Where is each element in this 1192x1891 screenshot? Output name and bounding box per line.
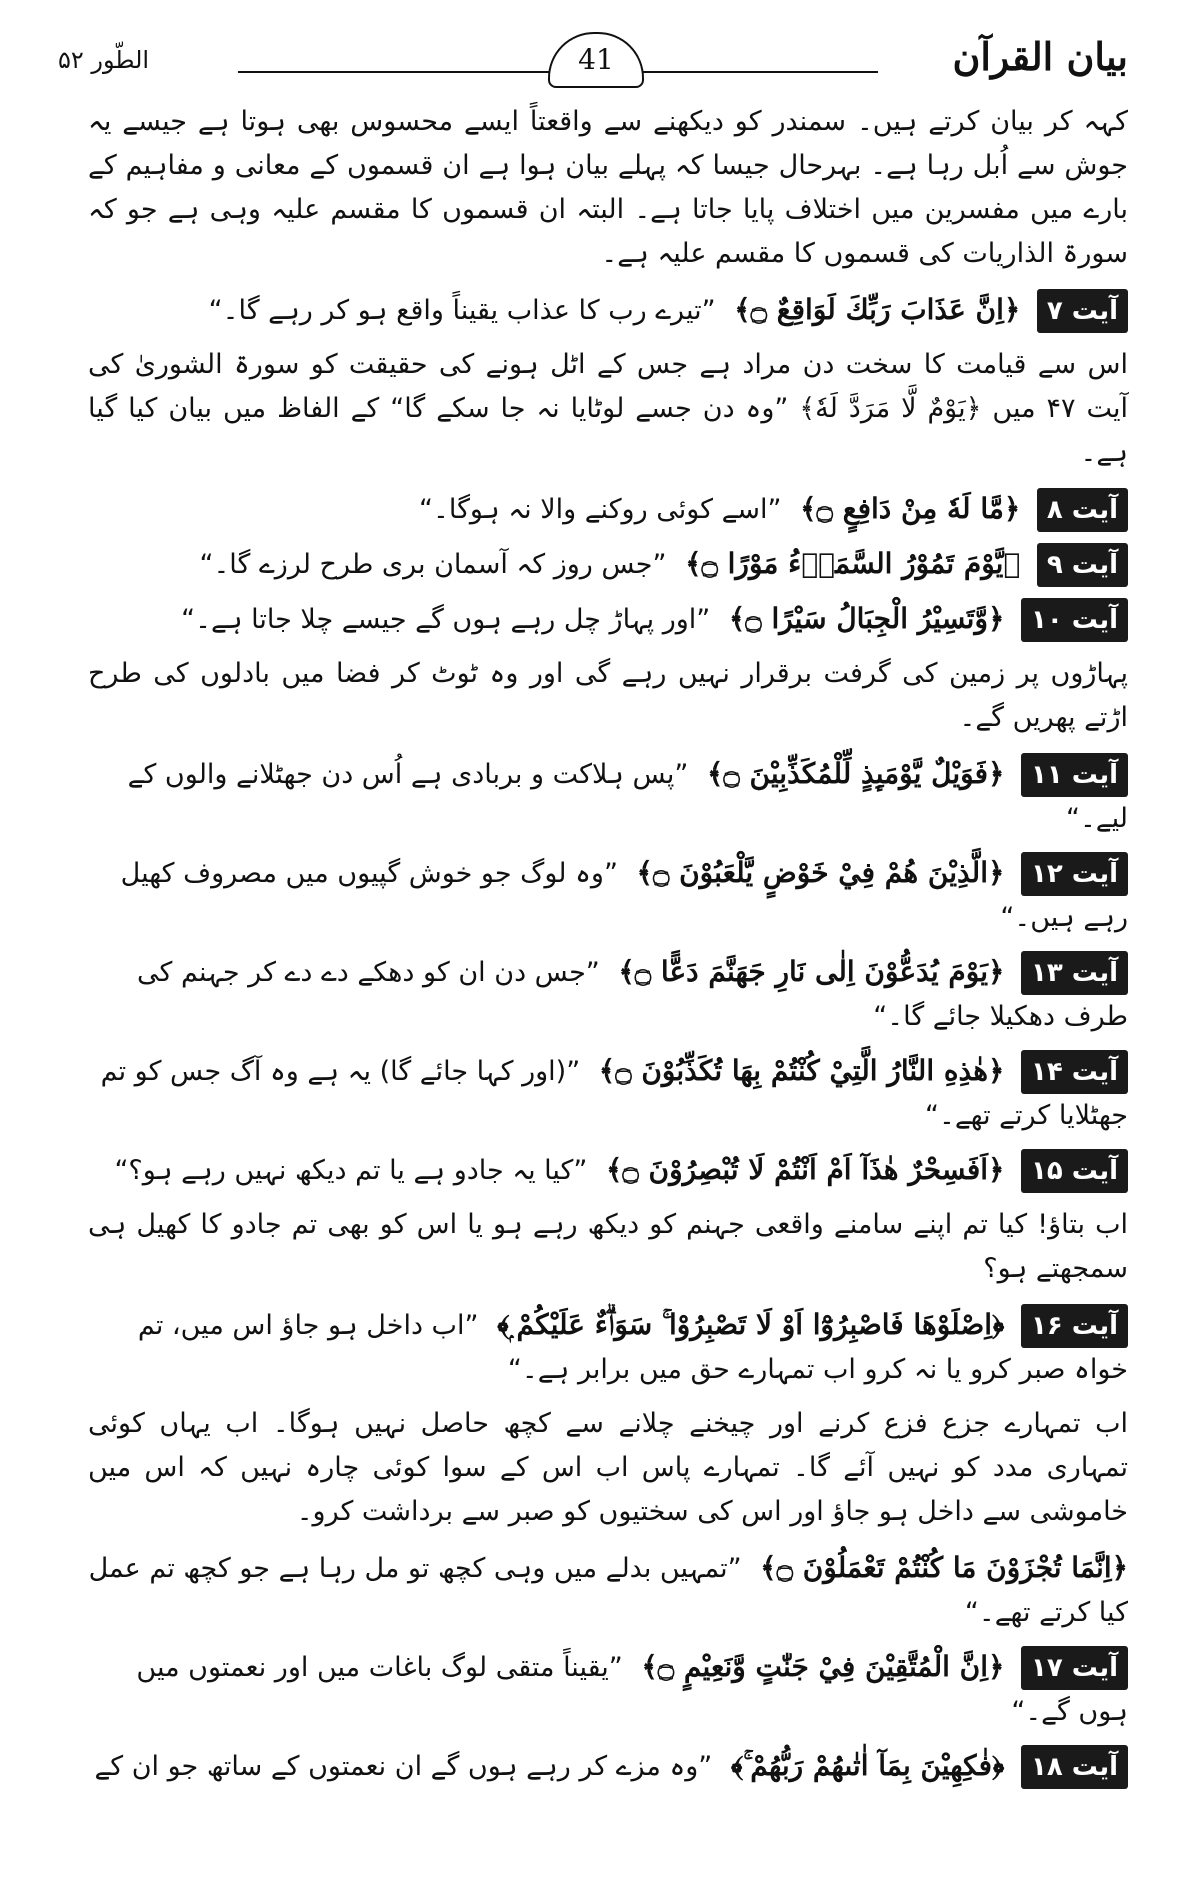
ayah-translation: ”وہ لوگ جو خوش گپیوں میں مصروف کھیل رہے ہیں۔“	[120, 858, 1128, 933]
ayah-translation: ”(اور کہا جائے گا) یہ ہے وہ آگ جس کو تم جھٹلایا کرتے تھے۔“	[100, 1056, 1128, 1131]
ayah-tag: آیت ۱۴	[1021, 1050, 1128, 1094]
ayah-9	[88, 542, 1128, 587]
commentary-paragraph: اس سے قیامت کا سخت دن مراد ہے جس کے اٹل ہونے کی حقیقت کو سورۃ الشوریٰ کی آیت ۴۷ میں ﴿يَوْمٌ لَّا مَرَدَّ لَهٗ﴾ ”وہ دن جسے لوٹایا نہ جا سکے گا“ کے الفاظ میں بیان کیا گیا ہے۔	[88, 349, 1128, 468]
page-header	[58, 30, 1128, 90]
ayah-arabic: ﴿مَّا لَهٗ مِنْ دَافِعٍ ۝﴾	[800, 492, 1021, 525]
page-number: 41	[548, 32, 644, 88]
ayah-translation: ”پس ہلاکت و بربادی ہے اُس دن جھٹلانے والوں کے لیے۔“	[127, 759, 1128, 834]
ayah-translation: ”کیا یہ جادو ہے یا تم دیکھ نہیں رہے ہو؟“	[114, 1155, 588, 1186]
ayah-14	[88, 1049, 1128, 1138]
ayah-tag: آیت ۱۱	[1021, 753, 1128, 797]
ayah-arabic: ﴿يَوْمَ يُدَعُّوْنَ اِلٰى نَارِ جَهَنَّمَ دَعًّا ۝﴾	[618, 955, 1005, 988]
ayah-tag: آیت ۱۰	[1021, 598, 1128, 642]
ayah-15	[88, 1148, 1128, 1193]
ayah-arabic: ﴿اِنَّمَا تُجْزَوْنَ مَا كُنْتُمْ تَعْمَلُوْنَ ۝﴾	[760, 1551, 1128, 1584]
ayah-7	[88, 288, 1128, 333]
ayah-12	[88, 851, 1128, 940]
ayah-arabic: ﴿هٰذِهِ النَّارُ الَّتِيْ كُنْتُمْ بِهَا تُكَذِّبُوْنَ ۝﴾	[598, 1054, 1005, 1087]
ayah-tag: آیت ۸	[1037, 488, 1128, 532]
ayah-tag: آیت ۱۲	[1021, 852, 1128, 896]
ayah-translation: ”یقیناً متقی لوگ باغات میں اور نعمتوں میں ہوں گے۔“	[136, 1652, 1128, 1727]
intro-paragraph: کہہ کر بیان کرتے ہیں۔ سمندر کو دیکھنے سے واقعتاً ایسے محسوس بھی ہوتا ہے جیسے یہ جوش سے اُبل رہا ہے۔ بہرحال جیسا کہ پہلے بیان ہوا ہے ان قسموں کے معانی و مفاہیم کے بارے میں مفسرین میں اختلاف پایا جاتا ہے۔ البتہ ان قسموں کا مقسم علیہ وہی ہے جو کہ سورۃ الذاریات کی قسموں کا مقسم علیہ ہے۔	[88, 106, 1128, 269]
ayah-11	[88, 752, 1128, 841]
ayah-arabic: ﴿اِنَّ عَذَابَ رَبِّكَ لَوَاقِعٌ ۝﴾	[734, 293, 1021, 326]
ayah-arabic: ﴿اَفَسِحْرٌ هٰذَآ اَمْ اَنْتُمْ لَا تُبْصِرُوْنَ ۝﴾	[605, 1153, 1005, 1186]
ayah-translation: ”وہ مزے کر رہے ہوں گے ان نعمتوں کے ساتھ جو ان کے	[94, 1751, 713, 1782]
ayah-translation: ”اب داخل ہو جاؤ اس میں، تم خواہ صبر کرو یا نہ کرو اب تمہارے حق میں برابر ہے۔“	[137, 1310, 1128, 1385]
ayah-arabic: ﴿فٰكِهِيْنَ بِمَآ اٰتٰىهُمْ رَبُّهُمْ ۚ﴾	[730, 1749, 1005, 1782]
closing-verse	[88, 1546, 1128, 1635]
commentary-paragraph: اب بتاؤ! کیا تم اپنے سامنے واقعی جہنم کو دیکھ رہے ہو یا اس کو بھی تم جادو کا کھیل ہی سمجھتے ہو؟	[88, 1209, 1128, 1284]
ayah-translation: ”تمہیں بدلے میں وہی کچھ تو مل رہا ہے جو کچھ تم عمل کیا کرتے تھے۔“	[88, 1553, 1128, 1628]
ayah-tag: آیت ۷	[1037, 289, 1128, 333]
ayah-tag: آیت ۱۶	[1021, 1304, 1128, 1348]
ayah-translation: ”اسے کوئی روکنے والا نہ ہوگا۔“	[419, 494, 782, 525]
ayah-arabic: ﴿اِنَّ الْمُتَّقِيْنَ فِيْ جَنّٰتٍ وَّنَعِيْمٍ ۝﴾	[641, 1650, 1005, 1683]
ayah-18	[88, 1744, 1128, 1789]
ayah-translation: ”جس روز کہ آسمان بری طرح لرزے گا۔“	[199, 549, 667, 580]
ayah-10	[88, 597, 1128, 642]
ayah-tag: آیت ۱۷	[1021, 1646, 1128, 1690]
ayah-tag: آیت ۹	[1037, 543, 1128, 587]
ayah-arabic: ﴿الَّذِيْنَ هُمْ فِيْ خَوْضٍ يَّلْعَبُوْنَ ۝﴾	[636, 856, 1005, 889]
page-body	[88, 100, 1128, 1799]
ayah-arabic: ﴿وَّتَسِيْرُ الْجِبَالُ سَيْرًا ۝﴾	[728, 602, 1005, 635]
ayah-17	[88, 1645, 1128, 1734]
ayah-arabic: ﴿اِصْلَوْهَا فَاصْبِرُوْٓا اَوْ لَا تَصْبِرُوْا ۚ سَوَاۗءٌ عَلَيْكُمْ ۭ﴾	[497, 1308, 1005, 1341]
book-title: بیان القرآن	[952, 34, 1128, 79]
ayah-8	[88, 487, 1128, 532]
ayah-arabic: ﴿فَوَيْلٌ يَّوْمَىِٕذٍ لِّلْمُكَذِّبِيْنَ ۝﴾	[706, 757, 1005, 790]
ayah-16	[88, 1303, 1128, 1392]
ayah-13	[88, 950, 1128, 1039]
ayah-translation: ”تیرے رب کا عذاب یقیناً واقع ہو کر رہے گا۔“	[208, 295, 716, 326]
ayah-translation: ”اور پہاڑ چل رہے ہوں گے جیسے چلا جاتا ہے۔“	[181, 604, 711, 635]
commentary-paragraph: اب تمہارے جزع فزع کرنے اور چیخنے چلانے سے کچھ حاصل نہیں ہوگا۔ اب یہاں کوئی تمہاری مدد کو نہیں آئے گا۔ تمہارے پاس اب اس کے سوا کوئی چارہ نہیں کہ اس میں خاموشی سے داخل ہو جاؤ اور اس کی سختیوں کو صبر سے برداشت کرو۔	[88, 1408, 1128, 1527]
ayah-arabic: ﴿يَّوْمَ تَمُوْرُ السَّمَاۗءُ مَوْرًا ۝﴾	[685, 547, 1021, 580]
commentary-paragraph: پہاڑوں پر زمین کی گرفت برقرار نہیں رہے گی اور وہ ٹوٹ کر فضا میں بادلوں کی طرح اڑتے پھریں گے۔	[88, 658, 1128, 733]
ayah-tag: آیت ۱۸	[1021, 1745, 1128, 1789]
ayah-tag: آیت ۱۵	[1021, 1149, 1128, 1193]
ayah-tag: آیت ۱۳	[1021, 951, 1128, 995]
surah-name: الطّور ۵۲	[58, 46, 150, 74]
ayah-translation: ”جس دن ان کو دھکے دے دے کر جہنم کی طرف دھکیلا جائے گا۔“	[137, 957, 1128, 1032]
